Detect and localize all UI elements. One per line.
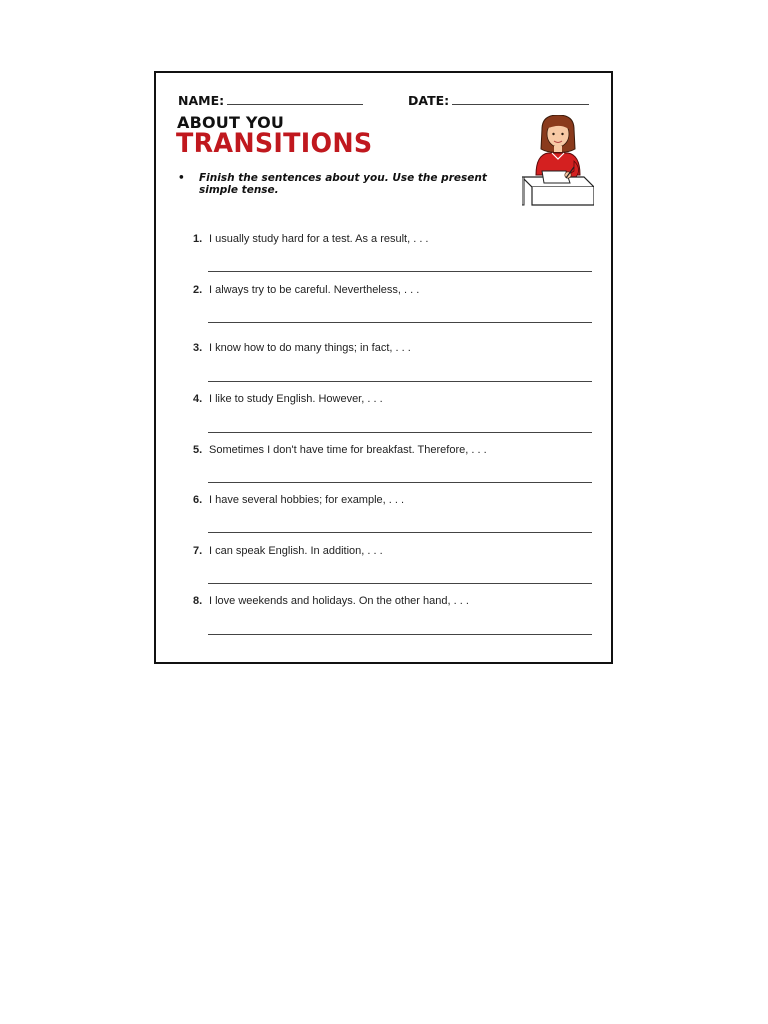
instruction-bullet: • — [178, 172, 185, 184]
worksheet-subtitle: ABOUT YOU — [177, 113, 285, 132]
question-number: 7. — [193, 545, 203, 557]
worksheet — [154, 71, 613, 664]
question-number: 5. — [193, 444, 203, 456]
question-text: I have several hobbies; for example, . . . — [209, 494, 405, 506]
date-label: DATE: — [408, 93, 450, 108]
question-text: I usually study hard for a test. As a result, . . . — [209, 233, 429, 245]
question-item — [193, 444, 593, 456]
answer-line[interactable] — [208, 532, 592, 533]
question-number: 3. — [193, 342, 203, 354]
question-item — [193, 284, 593, 296]
question-text: I can speak English. In addition, . . . — [209, 545, 383, 557]
question-item — [193, 342, 593, 354]
question-list — [156, 73, 611, 662]
answer-line[interactable] — [208, 322, 592, 323]
name-label: NAME: — [178, 93, 225, 108]
question-item — [193, 494, 593, 506]
question-number: 2. — [193, 284, 203, 296]
answer-line[interactable] — [208, 381, 592, 382]
question-text: I like to study English. However, . . . — [209, 393, 383, 405]
question-item — [193, 545, 593, 557]
question-text: I always try to be careful. Nevertheless, . . . — [209, 284, 420, 296]
worksheet-title: TRANSITIONS — [176, 128, 373, 159]
answer-line[interactable] — [208, 271, 592, 272]
answer-line[interactable] — [208, 634, 592, 635]
question-item — [193, 233, 593, 245]
question-number: 4. — [193, 393, 203, 405]
question-text: I love weekends and holidays. On the other hand, . . . — [209, 595, 469, 607]
question-item — [193, 595, 593, 607]
answer-line[interactable] — [208, 482, 592, 483]
question-text: Sometimes I don't have time for breakfast. Therefore, . . . — [209, 444, 487, 456]
question-text: I know how to do many things; in fact, . . . — [209, 342, 411, 354]
question-number: 6. — [193, 494, 203, 506]
question-number: 8. — [193, 595, 203, 607]
instruction-text: Finish the sentences about you. Use the present simple tense. — [199, 172, 487, 196]
question-item — [193, 393, 593, 405]
answer-line[interactable] — [208, 583, 592, 584]
question-number: 1. — [193, 233, 203, 245]
answer-line[interactable] — [208, 432, 592, 433]
